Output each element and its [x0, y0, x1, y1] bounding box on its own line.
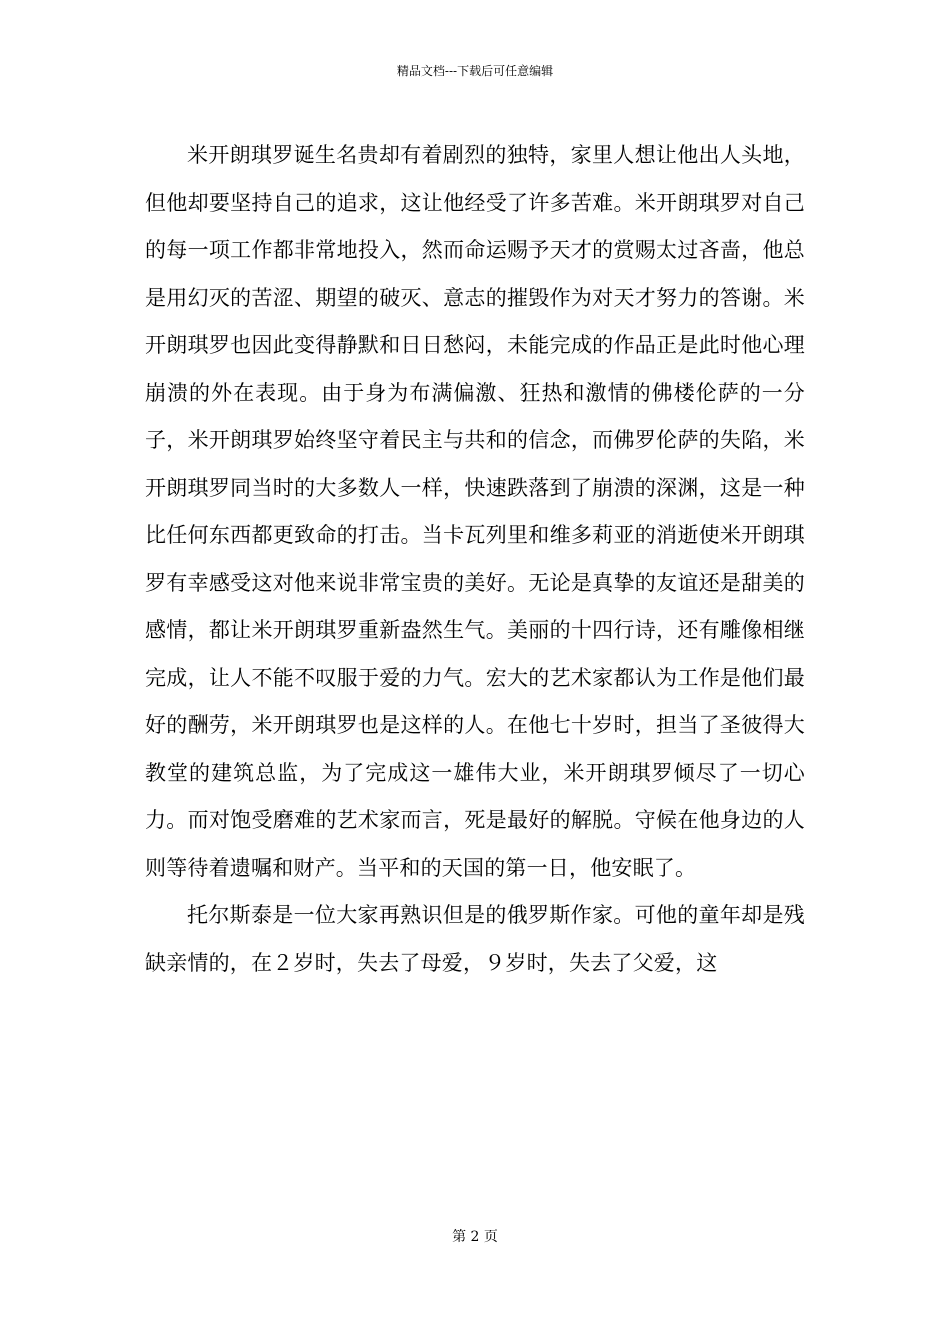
page-number: 第 2 页	[452, 1229, 498, 1245]
paragraph-michelangelo: 米开朗琪罗诞生名贵却有着剧烈的独特，家里人想让他出人头地，但他却要坚持自己的追求，这让他经受了许多苦难。米开朗琪罗对自己的每一项工作都非常地投入，然而命运赐予天才的赏赐太过吝啬，他总是用幻灭的苦涩、期望的破灭、意志的摧毁作为对天才努力的答谢。米开朗琪罗也因此变得静默和日日愁闷，未能完成的作品正是此时他心理崩溃的外在表现。由于身为布满偏激、狂热和激情的佛楼伦萨的一分子，米开朗琪罗始终坚守着民主与共和的信念，而佛罗伦萨的失陷，米开朗琪罗同当时的大多数人一样，快速跌落到了崩溃的深渊，这是一种比任何东西都更致命的打击。当卡瓦列里和维多莉亚的消逝使米开朗琪罗有幸感受这对他来说非常宝贵的美好。无论是真挚的友谊还是甜美的感情，都让米开朗琪罗重新盎然生气。美丽的十四行诗，还有雕像相继完成，让人不能不叹服于爱的力气。宏大的艺术家都认为工作是他们最好的酬劳，米开朗琪罗也是这样的人。在他七十岁时，担当了圣彼得大教堂的建筑总监，为了完成这一雄伟大业，米开朗琪罗倾尽了一切心力。而对饱受磨难的艺术家而言，死是最好的解脱。守候在他身边的人则等待着遗嘱和财产。当平和的天国的第一日，他安眠了。	[145, 143, 805, 880]
document-body	[145, 132, 805, 987]
paragraph-tolstoy: 托尔斯泰是一位大家再熟识但是的俄罗斯作家。可他的童年却是残缺亲情的，在２岁时，失去了母爱，９岁时，失去了父爱，这	[145, 903, 805, 975]
page-header: 精品文档---下载后可任意编辑	[396, 64, 554, 78]
